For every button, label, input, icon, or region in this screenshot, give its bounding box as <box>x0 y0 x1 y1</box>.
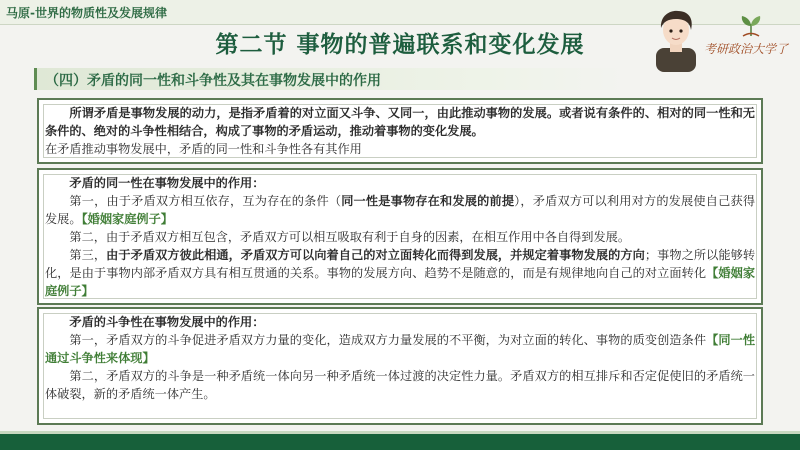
identity-point-1-a: 第一，由于矛盾双方相互依存，互为存在的条件（ <box>69 194 342 208</box>
struggle-point-1-a: 第一，矛盾双方的斗争促进矛盾双方力量的变化，造成双方力量发展的不平衡，为对立面的转化、事物的质变创造条件 <box>69 333 707 347</box>
section-bar <box>34 68 627 90</box>
struggle-text <box>45 313 755 403</box>
brand-logo <box>704 28 794 68</box>
leaf-icon <box>738 14 764 38</box>
identity-point-1 <box>45 192 755 228</box>
identity-point-1-c: ），矛盾双方可以利用对方的发展使自己获得发展。 <box>45 194 756 226</box>
struggle-point-1-tag: 【同一性通过斗争性来体现】 <box>45 333 756 365</box>
intro-note: 在矛盾推动事物发展中，矛盾的同一性和斗争性各有其作用 <box>45 142 362 156</box>
identity-point-3 <box>45 246 755 300</box>
intro-text <box>45 104 755 158</box>
intro-paragraph: 所谓矛盾是事物发展的动力，是指矛盾着的对立面又斗争、又同一，由此推动事物的发展。或者说有条件的、相对的同一性和无条件的、绝对的斗争性相结合，构成了事物的矛盾运动，推动着事物的变化发展。 <box>45 106 755 138</box>
struggle-box <box>37 307 763 425</box>
identity-point-3-c: ；事物之所以能够转化，是由于事物内部矛盾双方具有相互贯通的关系。事物的发展方向、趋势不是随意的，而是有规律地向自己的对立面转化 <box>45 248 756 280</box>
section-title: （四）矛盾的同一性和斗争性及其在事物发展中的作用 <box>45 73 381 89</box>
course-title: 马原-世界的物质性及发展规律 <box>6 6 167 20</box>
teacher-avatar <box>648 6 704 72</box>
identity-point-1-bold: 同一性是事物存在和发展的前提 <box>341 194 515 208</box>
struggle-point-1 <box>45 331 755 367</box>
identity-point-3-a: 第三， <box>69 248 107 262</box>
bottom-bar <box>0 434 800 450</box>
struggle-heading: 矛盾的斗争性在事物发展中的作用： <box>69 315 265 329</box>
struggle-point-2: 第二，矛盾双方的斗争是一种矛盾统一体向另一种矛盾统一体过渡的决定性力量。矛盾双方的相互排斥和否定促使旧的矛盾统一体破裂，新的矛盾统一体产生。 <box>45 369 755 401</box>
page-title: 第二节 事物的普遍联系和变化发展 <box>215 31 585 58</box>
identity-point-2: 第二，由于矛盾双方相互包含，矛盾双方可以相互吸取有利于自身的因素，在相互作用中各自得到发展。 <box>69 230 631 244</box>
identity-point-3-tag: 【婚姻家庭例子】 <box>45 266 756 298</box>
identity-point-3-bold: 由于矛盾双方彼此相通，矛盾双方可以向着自己的对立面转化而得到发展，并规定着事物发展的方向 <box>106 248 645 262</box>
intro-box <box>37 98 763 164</box>
identity-box <box>37 168 763 305</box>
identity-point-1-tag: 【婚姻家庭例子】 <box>81 212 173 226</box>
identity-text <box>45 174 755 300</box>
identity-heading: 矛盾的同一性在事物发展中的作用： <box>69 176 265 190</box>
logo-text: 考研政治大学了 <box>704 42 789 56</box>
